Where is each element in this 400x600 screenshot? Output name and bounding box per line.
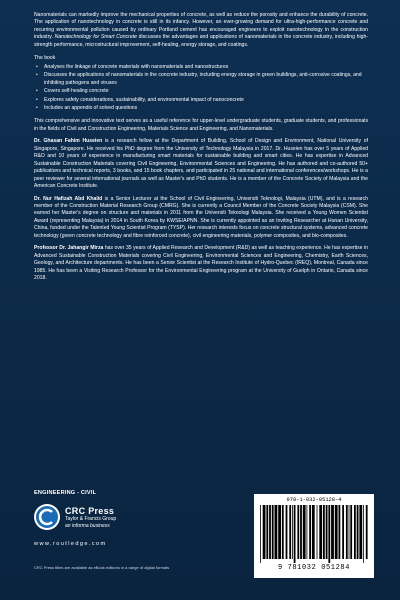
intro-paragraph [34,12,368,49]
author-bio-huseien [34,138,368,190]
barcode-bar [300,505,302,559]
barcode-bar [260,505,261,563]
barcode-graphic [258,505,370,563]
publisher-website: www.routledge.com [34,541,107,547]
barcode-bar [342,505,344,559]
intro-book-title: Nanotechnology for Smart Concrete [54,34,137,41]
author-bio-text: is a Senior Lecturer at the School of Civil Engineering, Universiti Teknologi, Malaysia (UTM), and is a research member of the Construction Material Research Group (CMRG). She is currently a Council Member of the Concrete Society Malaysia (CSM). She earned her Master's degree on structure and materials in 2011 from the Universiti Teknologi Malaysia. She received a Young Women Scientist Award (representing Malaysia) in 2014 in South Korea by KWSE/APNN. She is currently appointed as an Inviting Researcher at Hunan University, China, funded under the Talented Young Scientist Program (TYSP). Her research interests focus on concrete structural systems, advanced concrete technology (green concrete technology and fibre reinforced concrete), civil engineering materials, polymer composites, and bio-composites. [34,195,368,239]
barcode-bar [323,505,325,559]
barcode-bar [346,505,348,559]
list-item: • Analyses the linkage of concrete materials with nanomaterials and nanostructures [36,63,229,70]
barcode-bar [326,505,328,559]
barcode-bar [363,505,364,563]
barcode-bar [294,505,296,563]
author-name: Dr. Ghasan Fahim Huseien [34,138,103,145]
barcode-bar [312,505,315,559]
author-bio-mirza [34,245,368,282]
list-item: • Discusses the applications of nanomaterials in the concrete industry, including energy storage in green buildings, anti-corrosive coatings, and inhibiting pathogens and viruses [36,72,362,86]
crc-press-logo-icon [34,504,60,530]
publisher-name: CRC Press [65,506,115,516]
barcode-bar [275,505,278,559]
barcode-bar [317,505,318,559]
barcode-bar [263,505,266,559]
barcode-bar [350,505,352,559]
barcode-bar [319,505,322,559]
barcode-bar [339,505,341,559]
bullet-icon: • [36,72,38,79]
bullet-icon: • [36,104,38,111]
isbn-digits: 9 781032 051284 [277,564,350,572]
barcode-bar [309,505,311,559]
barcode-bar [292,505,293,559]
publisher-block [34,502,194,560]
summary-paragraph: This comprehensive and innovative text serves as a useful reference for upper-level undergraduate students, graduate students, and professionals in the fields of Civil and Construction Engineering, Materials Science and Engineering, and Nanomaterials. [34,118,368,132]
author-name: Professor Dr. Jahangir Mirza [34,245,104,252]
bullet-icon: • [36,88,38,95]
ebook-note: CRC Press titles are available as eBook editions in a range of digital formats [34,565,170,570]
book-features-heading: The book [34,55,56,62]
barcode-bar [307,505,308,559]
subject-category: ENGINEERING - CIVIL [34,490,97,496]
barcode-bar [278,505,281,559]
author-bio-text: is a research fellow at the Department of Building, School of Design and Environment, National University of Singapore, Singapore. He received his PhD degree from the University of Technology Malaysia in 2017. Dr. Huseien has over 5 years of Applied R&D and 10 years of experience in manufacturing smart materials for sustainable building and smart cities. He has expertise in Advanced Sustainable Construction Materials covering Civil Engineering, Environmental Sciences and Engineering. He has authored and co-authored 50+ publications and technical reports, 3 books, and 15 book chapters, and participated in 25 national and international conferences/workshops. He is a peer reviewer for several international journals as well as Master's and PhD students. He is a member of the Concrete Society of Malaysia and the American Concrete Institute. [34,138,368,190]
publisher-tagline: Taylor & Francis Group [65,516,117,522]
publisher-tagline-2: an informa business [65,523,110,529]
barcode-bar [354,505,356,559]
bullet-icon: • [36,63,38,70]
barcode-bar [335,505,338,559]
barcode-bar [328,505,330,563]
barcode-bar [357,505,359,559]
barcode-bar [266,505,268,559]
barcode-bar [297,505,299,559]
intro-tail: discusses the advantages and applications of nanomaterials in the concrete industry, including high-strength performance, microstructural improvement, self-healing, energy storage, and coatings. [34,34,368,48]
feature-list [34,64,368,113]
isbn-label: 978-1-032-05128-4 [286,497,342,503]
list-item: • Includes an appendix of solved questions [36,104,138,111]
list-item: • Explores safety considerations, sustainability, and environmental impact of nanoconcrete [36,96,244,103]
author-name: Dr. Nur Hafizah Abd Khalid [34,195,103,202]
barcode-bar [349,505,350,559]
bullet-icon: • [36,96,38,103]
back-cover-text [34,12,368,288]
barcode-bar [289,505,291,559]
list-item: • Covers self-healing concrete [36,88,109,95]
barcode-bar [303,505,306,559]
barcode-bar [286,505,288,559]
barcode-bar [331,505,334,559]
author-bio-text: has over 35 years of Applied Research and Development (R&D) as well as teaching experience. He has expertise in Advanced Sustainable Construction Materials covering Civil Engineering, Environmental Sciences and Engineering, Chemistry, Earth Sciences, Geology, and Architecture departments. He has been a Senior Scientist at the Research Institute of Hydro-Quebec (IREQ), Montreal, Canada since 1985. He has been a Visiting Research Professor for the Environmental Engineering program at the University of Guelph in Ontario, Canada since 2018. [34,245,368,282]
barcode-bar [282,505,284,559]
barcode-bar [272,505,274,559]
isbn-barcode [254,494,374,578]
barcode-bar [359,505,362,559]
barcode-bar [366,505,368,559]
barcode-bar [269,505,271,559]
intro-text: Nanomaterials can markedly improve the mechanical properties of concrete, as well as reduce the porosity and enhance the durability of concrete. The application of nanotechnology in concrete is still in its infancy. However, an ever-growing demand for ultra-high-performance concrete and recurring environmental pollution caused by ordinary Portland cement has encouraged engineers to exploit nanotechnology in the construction industry. [34,12,368,41]
author-bio-khalid [34,196,368,241]
